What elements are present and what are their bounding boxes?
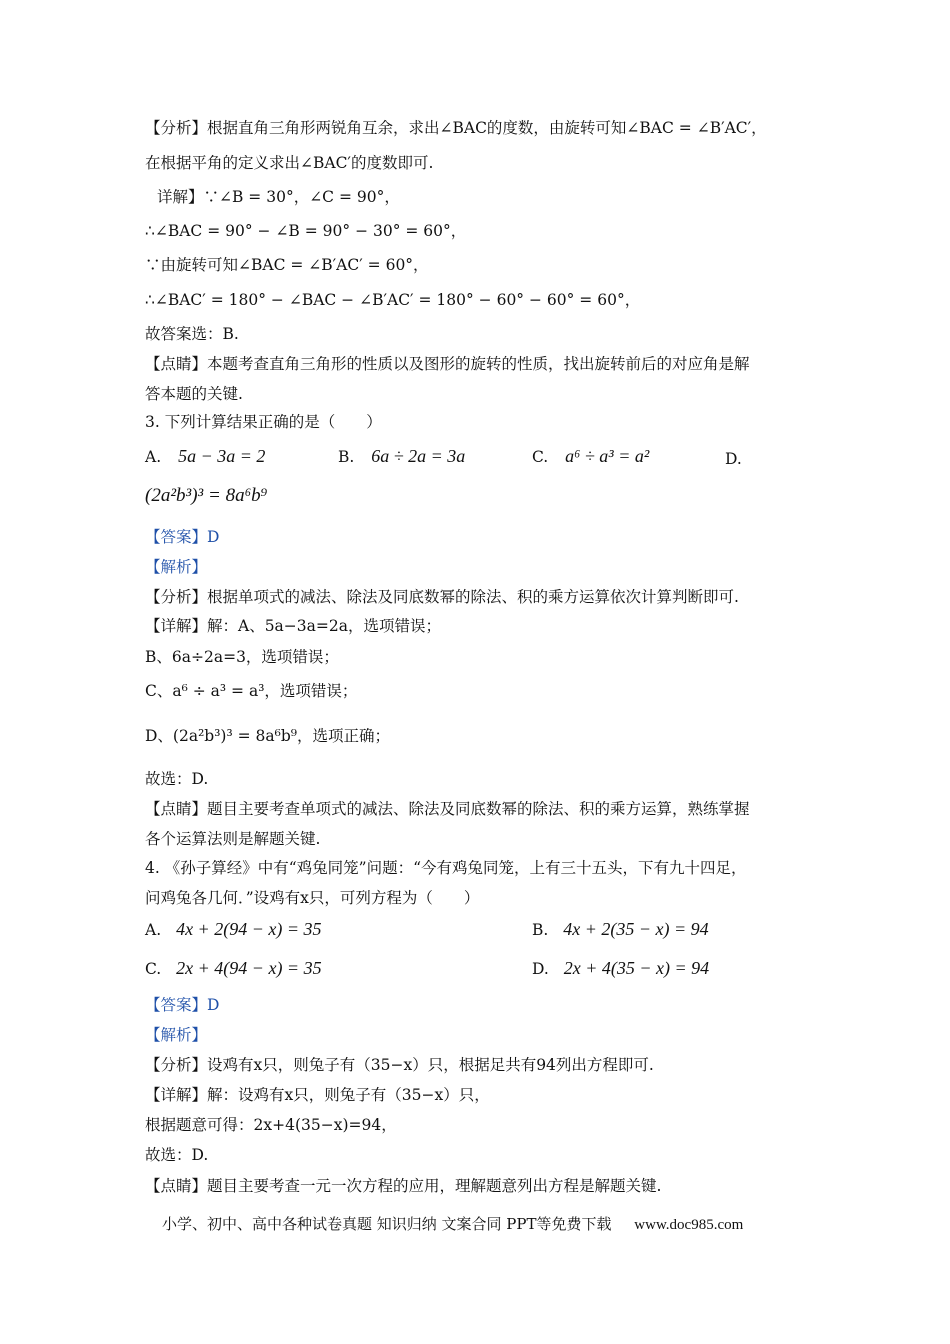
q3-answer: 【答案】D [145,528,220,546]
footer-url[interactable]: www.doc985.com [634,1217,744,1233]
page-footer [162,1213,743,1234]
q3-detail-c: C、a⁶ ÷ a³ = a³，选项错误； [145,682,358,700]
q3-choose: 故选：D. [145,770,209,788]
q3-detail-a: 【详解】解：A、5a−3a=2a，选项错误； [145,617,441,635]
q2-detail-2: ∴∠BAC = 90° − ∠B = 90° − 30° = 60°， [145,222,467,240]
q4-choose: 故选：D. [145,1146,209,1164]
q4-jiexi: 【解析】 [145,1026,208,1044]
q3-option-b [338,445,465,468]
q4-option-d-formula: 2x + 4(35 − x) = 94 [563,958,710,978]
q4-option-c-label: C. [145,960,162,978]
q2-comment-line1: 【点睛】本题考查直角三角形的性质以及图形的旋转的性质，找出旋转前后的对应角是解 [145,355,750,373]
q2-comment-line2: 答本题的关键. [145,385,243,403]
footer-text: 小学、初中、高中各种试卷真题 知识归纳 文案合同 PPT等免费下载 [162,1215,612,1233]
q3-option-a-label: A. [145,448,162,466]
q2-detail-3: ∵由旋转可知∠BAC = ∠B′AC′ = 60°， [145,256,429,274]
q3-detail-b: B、6a÷2a=3，选项错误； [145,648,339,666]
q4-option-a [145,918,321,941]
q3-option-c-label: C. [532,448,549,466]
q3-option-a-formula: 5a − 3a = 2 [178,446,266,466]
q3-stem: 3. 下列计算结果正确的是（ ） [145,413,382,431]
q4-comment: 【点睛】题目主要考查一元一次方程的应用，理解题意列出方程是解题关键. [145,1177,662,1195]
q2-detail-4: ∴∠BAC′ = 180° − ∠BAC − ∠B′AC′ = 180° − 60° − 60° = 60°， [145,291,641,309]
q3-option-b-formula: 6a ÷ 2a = 3a [371,446,466,466]
q4-option-b-label: B. [532,921,549,939]
q2-analysis-line1: 【分析】根据直角三角形两锐角互余，求出∠BAC的度数，由旋转可知∠BAC = ∠B′AC′， [145,119,767,137]
q2-analysis-line2: 在根据平角的定义求出∠BAC′的度数即可. [145,154,434,172]
q4-option-c [145,957,322,980]
q3-option-d-formula: (2a²b³)³ = 8a⁶b⁹ [145,485,268,506]
q4-stem-line1: 4. 《孙子算经》中有“鸡兔同笼”问题：“今有鸡兔同笼，上有三十五头，下有九十四足， [145,859,747,877]
q4-detail-2: 根据题意可得：2x+4(35−x)=94， [145,1116,397,1134]
q4-option-c-formula: 2x + 4(94 − x) = 35 [176,958,322,978]
q4-option-a-label: A. [145,921,162,939]
q4-option-d-label: D. [532,960,549,978]
q4-stem-line2: 问鸡兔各几何．”设鸡有x只，可列方程为（ ） [145,889,480,907]
q3-analysis: 【分析】根据单项式的减法、除法及同底数幂的除法、积的乘方运算依次计算判断即可. [145,588,739,606]
q2-answer-choice: 故答案选：B. [145,325,239,343]
q4-analysis: 【分析】设鸡有x只，则兔子有（35−x）只，根据足共有94列出方程即可. [145,1056,654,1074]
q3-option-a [145,445,265,468]
q2-detail-1: 详解】∵∠B = 30°，∠C = 90°， [157,188,400,206]
q4-detail-1: 【详解】解：设鸡有x只，则兔子有（35−x）只， [145,1086,490,1104]
q3-jiexi: 【解析】 [145,558,208,576]
q3-option-d-label: D. [725,450,742,468]
q3-detail-d: D、(2a²b³)³ = 8a⁶b⁹，选项正确； [145,727,390,745]
q4-answer: 【答案】D [145,996,220,1014]
q3-option-c-formula: a⁶ ÷ a³ = a² [565,446,650,466]
q3-option-c [532,445,649,468]
q4-option-b-formula: 4x + 2(35 − x) = 94 [563,919,709,939]
q4-option-a-formula: 4x + 2(94 − x) = 35 [176,919,322,939]
q3-option-b-label: B. [338,448,355,466]
q4-option-b [532,918,709,941]
q3-comment-line1: 【点睛】题目主要考查单项式的减法、除法及同底数幂的除法、积的乘方运算，熟练掌握 [145,800,750,818]
q3-comment-line2: 各个运算法则是解题关键. [145,830,321,848]
q4-option-d [532,957,709,980]
